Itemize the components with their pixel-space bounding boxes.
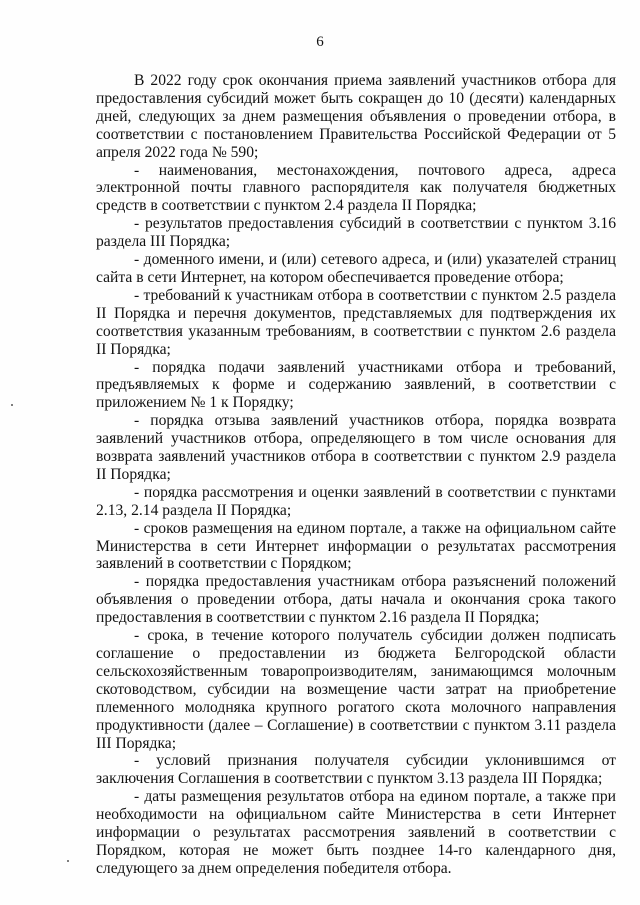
page-number: 6 <box>316 34 324 50</box>
list-item-results-publication-date: - даты размещения результатов отбора на едином портале, а также при необходимости на официальном сайте Министерства в сети Интернет информации о результатах рассмотрения заявлений в соответствии с Порядком, которая не может быть позднее 14-го календарного дня, следующего за днем определения победителя отбора. <box>96 788 616 877</box>
list-item-domain-name: - доменного имени, и (или) сетевого адреса, и (или) указателей страниц сайта в сети Интернет, на котором обеспечивается проведение отбора; <box>96 251 616 286</box>
list-item-withdrawal-procedure: - порядка отзыва заявлений участников отбора, порядка возврата заявлений участников отбора, определяющего в том числе основания для возврата заявлений участников отбора в соответствии с пунктом 2.9 раздела II Порядка; <box>96 412 616 483</box>
list-item-results: - результатов предоставления субсидий в соответствии с пунктом 3.16 раздела III Порядка; <box>96 215 616 251</box>
list-item-evasion-conditions: - условий признания получателя субсидии уклонившимся от заключения Соглашения в соответствии с пунктом 3.13 раздела III Порядка; <box>96 752 616 788</box>
list-item-requirements: - требований к участникам отбора в соответствии с пунктом 2.5 раздела II Порядка и перечня документов, представляемых для подтверждения их соответствия указанным требованиям, в соответствии с пунктом 2.6 раздела II Порядка; <box>96 286 616 358</box>
list-item-publication-terms: - сроков размещения на едином портале, а также на официальном сайте Министерства в сети Интернет информации о результатах рассмотрения заявлений в соответствии с Порядком; <box>96 519 616 573</box>
list-item-clarifications: - порядка предоставления участникам отбора разъяснений положений объявления о проведении отбора, даты начала и окончания срока такого предоставления в соответствии с пунктом 2.16 раздела II Порядка; <box>96 573 616 627</box>
list-item-name-address: - наименования, местонахождения, почтового адреса, адреса электронной почты главного распорядителя как получателя бюджетных средств в соответствии с пунктом 2.4 раздела II Порядка; <box>96 161 616 215</box>
list-item-application-procedure: - порядка подачи заявлений участниками отбора и требований, предъявляемых к форме и содержанию заявлений, в соответствии с приложением № 1 к Порядку; <box>96 358 616 412</box>
scan-speck <box>11 404 13 406</box>
scan-speck <box>67 860 69 862</box>
document-body <box>96 72 616 878</box>
list-item-agreement-term: - срока, в течение которого получатель субсидии должен подписать соглашение о предоставлении из бюджета Белгородской области сельскохозяйственным товаропроизводителям, занимающимся молочным скотоводством, субсидии на возмещение части затрат на приобретение племенного молодняка крупного рогатого скота молочного направления продуктивности (далее – Соглашение) в соответствии с пунктом 3.11 раздела III Порядка; <box>96 627 616 752</box>
paragraph-intro: В 2022 году срок окончания приема заявлений участников отбора для предоставления субсидий может быть сокращен до 10 (десяти) календарных дней, следующих за днем размещения объявления о проведении отбора, в соответствии с постановлением Правительства Российской Федерации от 5 апреля 2022 года № 590; <box>96 72 616 161</box>
list-item-review-procedure: - порядка рассмотрения и оценки заявлений в соответствии с пунктами 2.13, 2.14 раздела II Порядка; <box>96 483 616 519</box>
